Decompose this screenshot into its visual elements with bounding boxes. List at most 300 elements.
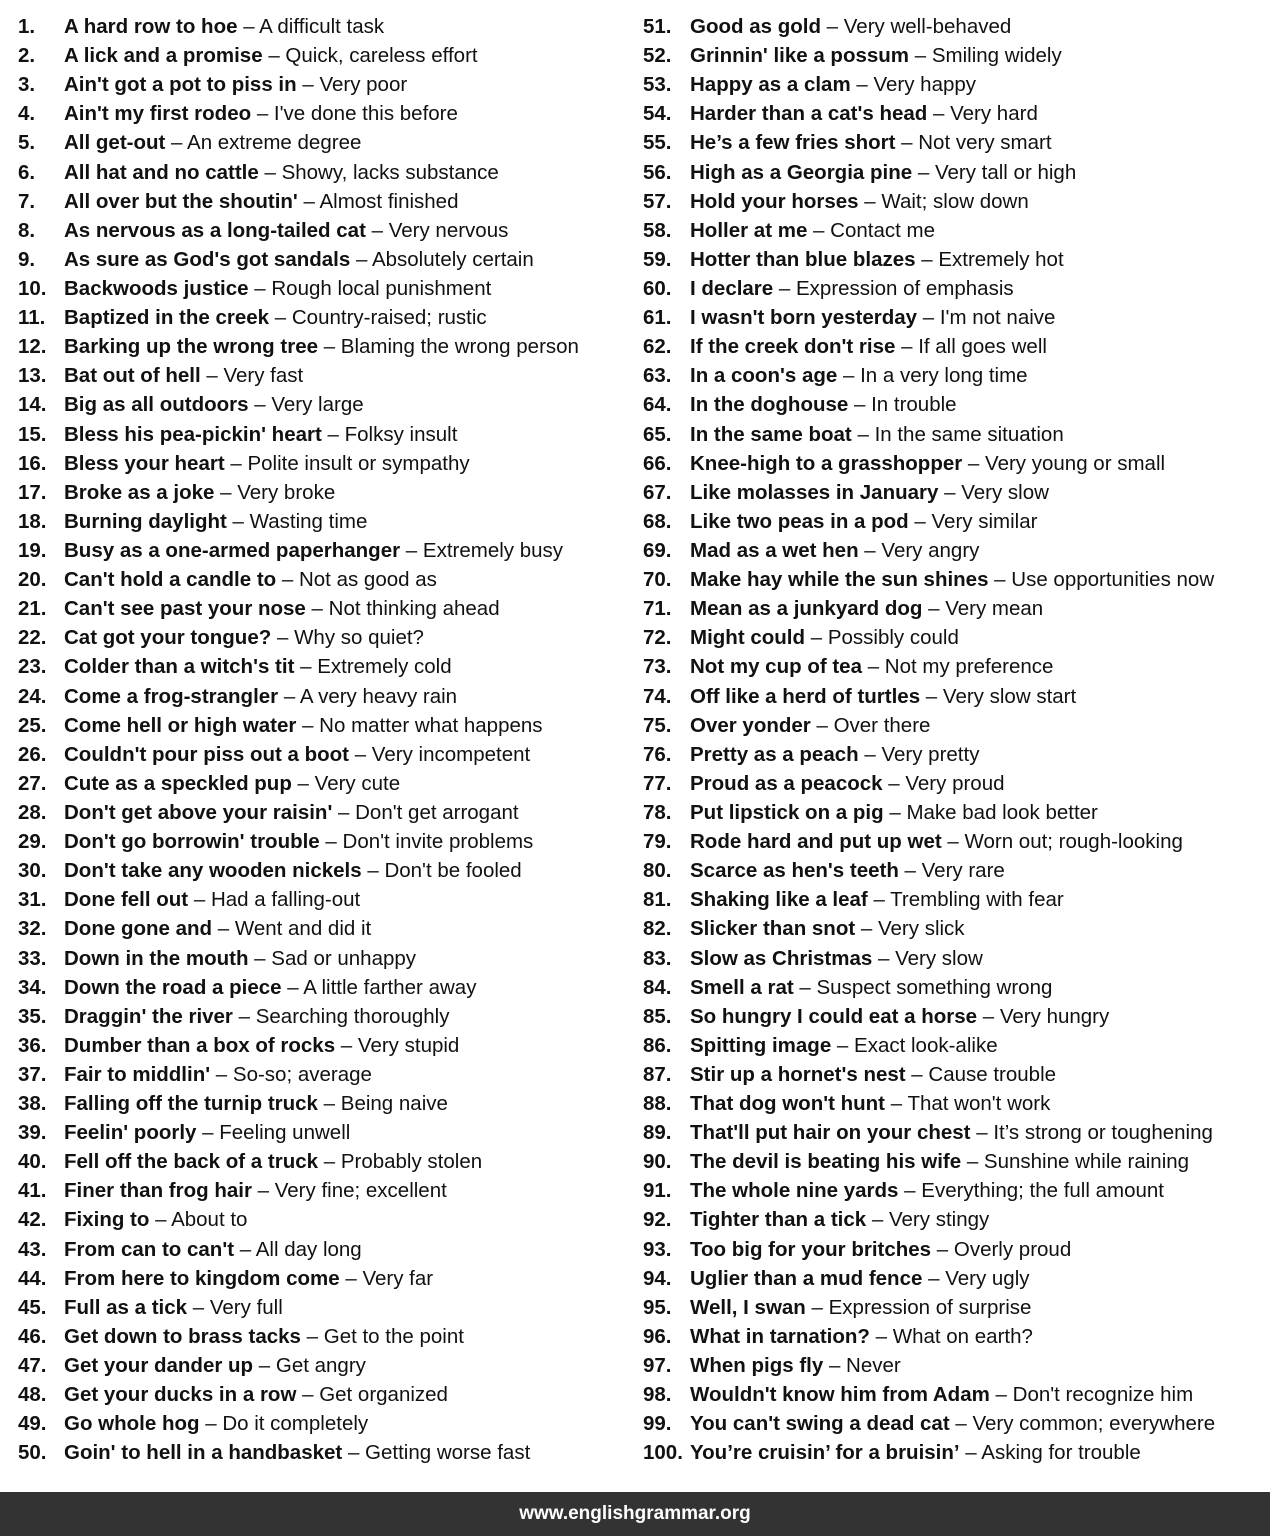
item-number: 62.	[643, 335, 672, 359]
item-number: 71.	[643, 597, 672, 621]
item-number: 80.	[643, 859, 672, 883]
list-item	[643, 1205, 1270, 1234]
separator: –	[262, 44, 286, 68]
idiom-term: Colder than a witch's tit	[64, 655, 295, 679]
separator: –	[866, 1208, 889, 1232]
idiom-term: Make hay while the sun shines	[690, 568, 989, 592]
list-item	[643, 216, 1270, 245]
list-item	[18, 1264, 628, 1293]
item-number: 3.	[18, 73, 36, 97]
list-item	[643, 652, 1270, 681]
idiom-term: Over yonder	[690, 713, 811, 737]
item-number: 26.	[18, 742, 47, 766]
item-number: 36.	[18, 1033, 47, 1057]
separator: –	[281, 975, 304, 999]
item-number: 21.	[18, 597, 47, 621]
list-item	[643, 478, 1270, 507]
idiom-definition: Not my preference	[884, 655, 1054, 679]
list-item	[643, 158, 1270, 187]
idiom-term: Down in the mouth	[64, 946, 249, 970]
separator: –	[200, 364, 224, 388]
idiom-term: Bat out of hell	[64, 364, 201, 388]
separator: –	[823, 1354, 847, 1378]
idiom-term: Come hell or high water	[64, 713, 297, 737]
idiom-term: Go whole hog	[64, 1412, 200, 1436]
idiom-definition: All day long	[255, 1237, 362, 1261]
item-number: 63.	[643, 364, 672, 388]
idiom-term: Rode hard and put up wet	[690, 830, 942, 854]
item-number: 61.	[643, 306, 672, 330]
item-number: 85.	[643, 1004, 672, 1028]
idiom-definition: Worn out; rough-looking	[964, 830, 1183, 854]
list-item	[18, 1322, 628, 1351]
idiom-definition: Expression of surprise	[828, 1295, 1032, 1319]
item-number: 100.	[643, 1441, 683, 1465]
separator: –	[318, 335, 341, 359]
separator: –	[276, 568, 299, 592]
idiom-definition: Very broke	[237, 480, 336, 504]
idiom-list-left-column	[18, 12, 628, 1467]
item-number: 46.	[18, 1324, 47, 1348]
separator: –	[214, 480, 238, 504]
idiom-term: Get down to brass tacks	[64, 1324, 301, 1348]
separator: –	[898, 859, 922, 883]
idiom-term: Backwoods justice	[64, 276, 249, 300]
list-item	[18, 1176, 628, 1205]
separator: –	[820, 15, 844, 38]
separator: –	[248, 393, 272, 417]
idiom-definition: Very mean	[945, 597, 1044, 621]
list-item	[18, 303, 628, 332]
list-item	[18, 1351, 628, 1380]
item-number: 7.	[18, 189, 36, 213]
item-number: 89.	[643, 1121, 672, 1145]
list-item	[18, 216, 628, 245]
item-number: 12.	[18, 335, 47, 359]
list-item	[643, 303, 1270, 332]
list-item	[18, 1235, 628, 1264]
separator: –	[332, 800, 356, 824]
idiom-definition: Not thinking ahead	[328, 597, 500, 621]
idiom-definition: Never	[846, 1354, 901, 1378]
idiom-term: That dog won't hunt	[690, 1092, 886, 1116]
item-number: 73.	[643, 655, 672, 679]
idiom-term: Cat got your tongue?	[64, 626, 272, 650]
idiom-definition: Very rare	[921, 859, 1005, 883]
separator: –	[922, 597, 946, 621]
item-number: 78.	[643, 800, 672, 824]
item-number: 42.	[18, 1208, 47, 1232]
list-item	[643, 740, 1270, 769]
separator: –	[898, 1179, 922, 1203]
idiom-definition: Do it completely	[222, 1412, 369, 1436]
idiom-term: Come a frog-strangler	[64, 684, 279, 708]
idiom-definition: What on earth?	[892, 1324, 1033, 1348]
list-item	[18, 478, 628, 507]
list-item	[643, 1176, 1270, 1205]
list-item	[643, 449, 1270, 478]
idiom-definition: Get angry	[275, 1354, 366, 1378]
item-number: 35.	[18, 1004, 47, 1028]
separator: –	[149, 1208, 172, 1232]
separator: –	[297, 189, 320, 213]
item-number: 66.	[643, 451, 672, 475]
item-number: 40.	[18, 1150, 47, 1174]
list-item	[643, 944, 1270, 973]
idiom-term: Big as all outdoors	[64, 393, 249, 417]
item-number: 99.	[643, 1412, 672, 1436]
idiom-term: Don't go borrowin' trouble	[64, 830, 320, 854]
item-number: 91.	[643, 1179, 672, 1203]
list-item	[643, 1351, 1270, 1380]
idiom-term: Well, I swan	[690, 1295, 806, 1319]
separator: –	[938, 480, 962, 504]
idiom-definition: Wait; slow down	[881, 189, 1029, 213]
idiom-term: Hotter than blue blazes	[690, 247, 916, 271]
idiom-term: Like two peas in a pod	[690, 509, 909, 533]
list-item	[643, 361, 1270, 390]
idiom-definition: Polite insult or sympathy	[247, 451, 470, 475]
separator: –	[237, 15, 260, 38]
separator: –	[318, 1150, 341, 1174]
idiom-definition: Being naive	[340, 1092, 448, 1116]
idiom-definition: Folksy insult	[344, 422, 458, 446]
list-item	[18, 99, 628, 128]
separator: –	[296, 713, 320, 737]
item-number: 53.	[643, 73, 672, 97]
list-item	[18, 740, 628, 769]
list-item	[18, 798, 628, 827]
item-number: 34.	[18, 975, 47, 999]
item-number: 30.	[18, 859, 47, 883]
list-item	[643, 99, 1270, 128]
idiom-definition: Rough local punishment	[271, 276, 492, 300]
idiom-definition: Very fast	[223, 364, 304, 388]
idiom-term: Holler at me	[690, 218, 808, 242]
list-item	[18, 1060, 628, 1089]
item-number: 82.	[643, 917, 672, 941]
idiom-term: Good as gold	[690, 15, 821, 38]
idiom-term: Falling off the turnip truck	[64, 1092, 318, 1116]
item-number: 9.	[18, 247, 36, 271]
idiom-term: Fixing to	[64, 1208, 150, 1232]
separator: –	[867, 888, 891, 912]
idiom-term: Hold your horses	[690, 189, 859, 213]
idiom-term: Full as a tick	[64, 1295, 188, 1319]
list-item	[643, 420, 1270, 449]
list-item	[18, 507, 628, 536]
separator: –	[895, 335, 919, 359]
item-number: 72.	[643, 626, 672, 650]
item-number: 94.	[643, 1266, 672, 1290]
idiom-term: Down the road a piece	[64, 975, 282, 999]
idiom-term: You’re cruisin’ for a bruisin’	[690, 1441, 960, 1465]
idiom-term: Bless your heart	[64, 451, 225, 475]
idiom-definition: Very full	[209, 1295, 283, 1319]
separator: –	[210, 1062, 233, 1086]
idiom-definition: Cause trouble	[928, 1062, 1057, 1086]
idiom-term: Smell a rat	[690, 975, 794, 999]
idiom-definition: Not as good as	[298, 568, 437, 592]
idiom-definition: Get organized	[319, 1383, 448, 1407]
idiom-definition: A very heavy rain	[299, 684, 458, 708]
item-number: 57.	[643, 189, 672, 213]
item-number: 47.	[18, 1354, 47, 1378]
idiom-term: As sure as God's got sandals	[64, 247, 351, 271]
item-number: 17.	[18, 480, 47, 504]
idiom-term: I declare	[690, 276, 774, 300]
idiom-definition: Asking for trouble	[981, 1441, 1141, 1465]
idiom-definition: Very slow start	[942, 684, 1077, 708]
separator: –	[188, 888, 211, 912]
list-item	[643, 507, 1270, 536]
item-number: 32.	[18, 917, 47, 941]
idiom-term: Ain't got a pot to piss in	[64, 73, 297, 97]
separator: –	[342, 1441, 366, 1465]
idiom-definition: So-so; average	[232, 1062, 372, 1086]
list-item	[18, 12, 628, 41]
item-number: 49.	[18, 1412, 47, 1436]
idiom-term: Burning daylight	[64, 509, 227, 533]
item-number: 13.	[18, 364, 47, 388]
idiom-definition: Very hungry	[999, 1004, 1110, 1028]
idiom-term: Might could	[690, 626, 806, 650]
idiom-term: Goin' to hell in a handbasket	[64, 1441, 343, 1465]
list-item	[18, 1438, 628, 1467]
idiom-definition: Over there	[833, 713, 931, 737]
idiom-definition: Get to the point	[323, 1324, 464, 1348]
list-item	[18, 245, 628, 274]
separator: –	[885, 1092, 908, 1116]
list-item	[643, 1089, 1270, 1118]
item-number: 51.	[643, 15, 672, 38]
separator: –	[773, 276, 796, 300]
idiom-term: In the same boat	[690, 422, 852, 446]
idiom-term: Shaking like a leaf	[690, 888, 868, 912]
list-item	[18, 1205, 628, 1234]
separator: –	[196, 1121, 220, 1145]
separator: –	[858, 538, 882, 562]
item-number: 54.	[643, 102, 672, 126]
list-item	[18, 41, 628, 70]
idiom-definition: Sunshine while raining	[983, 1150, 1190, 1174]
list-item	[643, 914, 1270, 943]
list-item	[643, 390, 1270, 419]
item-number: 10.	[18, 276, 47, 300]
idiom-definition: Very ugly	[945, 1266, 1030, 1290]
idiom-definition: Very young or small	[985, 451, 1166, 475]
separator: –	[294, 655, 318, 679]
list-item	[643, 827, 1270, 856]
idiom-term: Knee-high to a grasshopper	[690, 451, 963, 475]
list-item	[18, 449, 628, 478]
separator: –	[862, 655, 885, 679]
item-number: 68.	[643, 509, 672, 533]
idiom-definition: That won't work	[907, 1092, 1051, 1116]
item-number: 29.	[18, 830, 47, 854]
idiom-definition: Very far	[362, 1266, 434, 1290]
idiom-term: Get your dander up	[64, 1354, 254, 1378]
list-item	[18, 652, 628, 681]
list-item	[18, 623, 628, 652]
separator: –	[269, 306, 292, 330]
item-number: 31.	[18, 888, 47, 912]
separator: –	[251, 1179, 275, 1203]
idiom-term: As nervous as a long-tailed cat	[64, 218, 366, 242]
item-number: 41.	[18, 1179, 47, 1203]
idiom-term: Mad as a wet hen	[690, 538, 859, 562]
item-number: 25.	[18, 713, 47, 737]
idiom-definition: In the same situation	[874, 422, 1064, 446]
list-item	[643, 1235, 1270, 1264]
separator: –	[165, 131, 188, 155]
idiom-definition: Wasting time	[249, 509, 368, 533]
separator: –	[837, 364, 861, 388]
item-number: 79.	[643, 830, 672, 854]
idiom-term: Couldn't pour piss out a boot	[64, 742, 349, 766]
list-item	[18, 128, 628, 157]
idiom-term: All get-out	[64, 131, 166, 155]
item-number: 95.	[643, 1295, 672, 1319]
separator: –	[922, 1266, 946, 1290]
item-number: 77.	[643, 771, 672, 795]
idiom-term: I wasn't born yesterday	[690, 306, 918, 330]
item-number: 45.	[18, 1295, 47, 1319]
separator: –	[339, 1266, 363, 1290]
idiom-definition: Extremely busy	[422, 538, 564, 562]
list-item	[643, 1118, 1270, 1147]
list-item	[18, 361, 628, 390]
idiom-term: In a coon's age	[690, 364, 838, 388]
list-item	[18, 158, 628, 187]
idiom-definition: If all goes well	[918, 335, 1047, 359]
idiom-term: Barking up the wrong tree	[64, 335, 318, 359]
list-item	[18, 856, 628, 885]
idiom-definition: Don't invite problems	[342, 830, 534, 854]
separator: –	[226, 509, 250, 533]
idiom-definition: Very angry	[881, 538, 980, 562]
idiom-term: High as a Georgia pine	[690, 160, 913, 184]
list-item	[643, 332, 1270, 361]
item-number: 84.	[643, 975, 672, 999]
separator: –	[949, 1412, 973, 1436]
idiom-term: Finer than frog hair	[64, 1179, 252, 1203]
idiom-definition: Feeling unwell	[219, 1121, 351, 1145]
idiom-definition: Very proud	[905, 771, 1005, 795]
idiom-definition: Went and did it	[234, 917, 372, 941]
list-item	[18, 420, 628, 449]
idiom-term: Feelin' poorly	[64, 1121, 197, 1145]
list-item	[643, 1409, 1270, 1438]
idiom-definition: Sad or unhappy	[271, 946, 417, 970]
item-number: 93.	[643, 1237, 672, 1261]
idiom-term: Scarce as hen's teeth	[690, 859, 899, 883]
idiom-term: Stir up a hornet's nest	[690, 1062, 906, 1086]
item-number: 11.	[18, 306, 46, 330]
list-item	[643, 885, 1270, 914]
item-number: 6.	[18, 160, 36, 184]
item-number: 70.	[643, 568, 672, 592]
list-item	[18, 1147, 628, 1176]
item-number: 65.	[643, 422, 672, 446]
idiom-definition: Very slick	[877, 917, 965, 941]
idiom-term: In the doghouse	[690, 393, 849, 417]
idiom-definition: Why so quiet?	[294, 626, 424, 650]
item-number: 96.	[643, 1324, 672, 1348]
idiom-term: That'll put hair on your chest	[690, 1121, 971, 1145]
list-item	[643, 711, 1270, 740]
separator: –	[883, 800, 907, 824]
item-number: 18.	[18, 509, 47, 533]
separator: –	[807, 218, 831, 242]
idiom-definition: I'm not naive	[939, 306, 1056, 330]
idiom-definition: Trembling with fear	[890, 888, 1064, 912]
item-number: 56.	[643, 160, 672, 184]
separator: –	[248, 946, 272, 970]
idiom-definition: Very hard	[950, 102, 1038, 126]
idiom-term: All hat and no cattle	[64, 160, 259, 184]
separator: –	[905, 1062, 929, 1086]
idiom-term: So hungry I could eat a horse	[690, 1004, 978, 1028]
idiom-definition: Very tall or high	[934, 160, 1077, 184]
idiom-definition: Almost finished	[319, 189, 459, 213]
separator: –	[988, 568, 1012, 592]
separator: –	[296, 1383, 320, 1407]
list-item	[643, 70, 1270, 99]
separator: –	[895, 131, 919, 155]
separator: –	[258, 160, 282, 184]
item-number: 16.	[18, 451, 47, 475]
idiom-term: Off like a herd of turtles	[690, 684, 921, 708]
separator: –	[305, 597, 329, 621]
idiom-term: Busy as a one-armed paperhanger	[64, 538, 401, 562]
list-item	[18, 1118, 628, 1147]
list-item	[643, 594, 1270, 623]
idiom-definition: A difficult task	[259, 15, 385, 38]
list-item	[18, 682, 628, 711]
idiom-term: If the creek don't rise	[690, 335, 896, 359]
idiom-definition: Very cute	[314, 771, 401, 795]
item-number: 76.	[643, 742, 672, 766]
idiom-definition: Very poor	[319, 73, 408, 97]
idiom-term: He’s a few fries short	[690, 131, 896, 155]
idiom-definition: An extreme degree	[187, 131, 362, 155]
item-number: 48.	[18, 1383, 47, 1407]
separator: –	[296, 73, 320, 97]
separator: –	[400, 538, 423, 562]
idiom-definition: About to	[171, 1208, 248, 1232]
separator: –	[350, 247, 372, 271]
list-item	[643, 1002, 1270, 1031]
separator: –	[909, 44, 932, 68]
list-item	[18, 390, 628, 419]
idiom-term: Broke as a joke	[64, 480, 215, 504]
idiom-term: Draggin' the river	[64, 1004, 233, 1028]
idiom-definition: It’s strong or toughening	[993, 1121, 1213, 1145]
list-item	[643, 682, 1270, 711]
list-item	[18, 187, 628, 216]
idiom-definition: Not very smart	[918, 131, 1052, 155]
separator: –	[850, 73, 874, 97]
idiom-definition: Very similar	[931, 509, 1038, 533]
idiom-definition: Very large	[271, 393, 364, 417]
idiom-definition: Don't recognize him	[1012, 1383, 1194, 1407]
idiom-term: Fair to middlin'	[64, 1062, 211, 1086]
idiom-term: Uglier than a mud fence	[690, 1266, 923, 1290]
separator: –	[271, 626, 295, 650]
separator: –	[858, 742, 882, 766]
separator: –	[927, 102, 951, 126]
